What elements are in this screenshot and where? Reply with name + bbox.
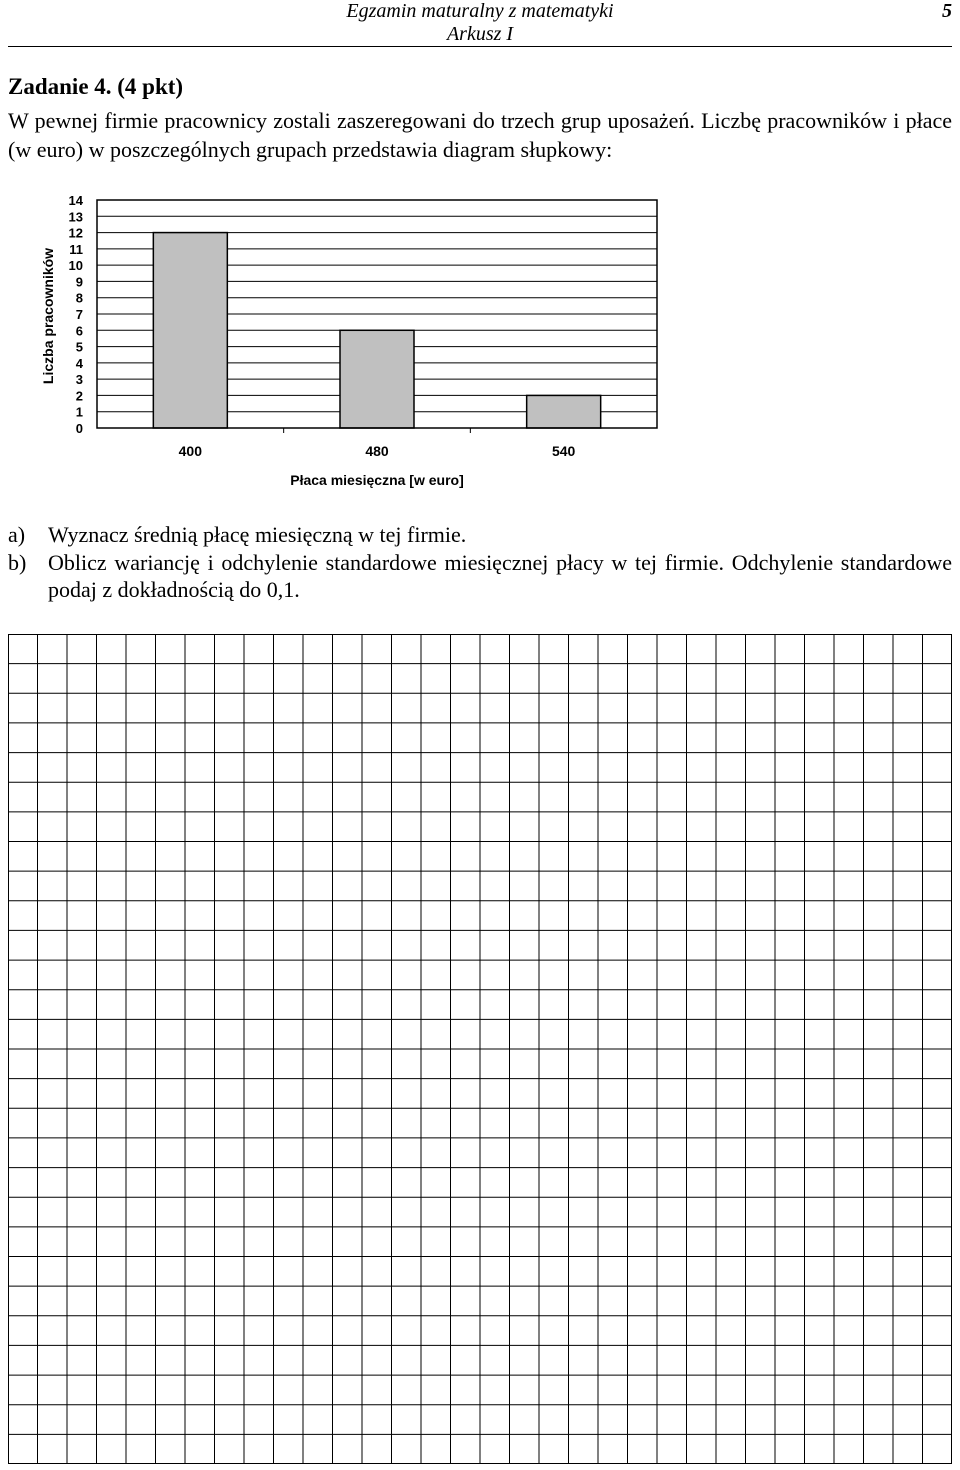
task-title: Zadanie 4. (4 pkt) (8, 74, 184, 99)
page-number: 5 (942, 0, 952, 22)
y-tick-label: 10 (68, 258, 83, 274)
bar-540 (527, 395, 601, 428)
y-tick-label: 2 (75, 388, 83, 404)
y-tick-label: 3 (75, 372, 83, 388)
header-subtitle: Arkusz I (446, 23, 514, 45)
bar-480 (340, 330, 414, 428)
y-tick-label: 0 (75, 421, 83, 436)
header-title: Egzamin maturalny z matematyki (346, 0, 614, 22)
bar-400 (153, 233, 227, 428)
y-tick-label: 6 (75, 323, 83, 339)
bar-chart (0, 190, 700, 500)
y-tick-label: 8 (75, 290, 83, 306)
y-tick-label: 14 (68, 193, 83, 208)
question-a (8, 521, 952, 548)
question-b (8, 549, 952, 603)
y-tick-label: 11 (69, 241, 83, 257)
header-divider (8, 46, 952, 47)
x-tick-label: 400 (178, 443, 203, 459)
y-tick-label: 1 (75, 404, 83, 420)
chart-y-tick-labels (69, 193, 84, 436)
x-tick-label: 480 (365, 443, 389, 459)
question-b-label: b) (8, 550, 27, 575)
y-tick-label: 4 (75, 355, 83, 371)
y-tick-label: 9 (75, 274, 83, 290)
chart-x-tick-labels (179, 428, 576, 459)
y-tick-label: 13 (68, 209, 83, 225)
y-tick-label: 5 (75, 339, 83, 355)
y-tick-label: 7 (75, 307, 83, 322)
task-text: W pewnej firmie pracownicy zostali zaszeregowani do trzech grup uposażeń. Liczbę pracowników i płace (w euro) w poszczególnych grupach przedstawia diagram słupkowy: (8, 108, 952, 162)
question-a-label: a) (8, 522, 26, 547)
y-tick-label: 12 (68, 225, 83, 241)
x-axis-label: Płaca miesięczna [w euro] (290, 472, 464, 488)
x-tick-label: 540 (551, 443, 576, 459)
question-a-text: Wyznacz średnią płacę miesięczną w tej firmie. (48, 522, 467, 547)
question-b-text: Oblicz wariancję i odchylenie standardowe miesięcznej płacy w tej firmie. Odchylenie standardowe podaj z dokładnością do 0,1. (48, 550, 952, 602)
answer-grid[interactable] (8, 634, 952, 1464)
y-axis-label: Liczba pracowników (40, 247, 56, 385)
